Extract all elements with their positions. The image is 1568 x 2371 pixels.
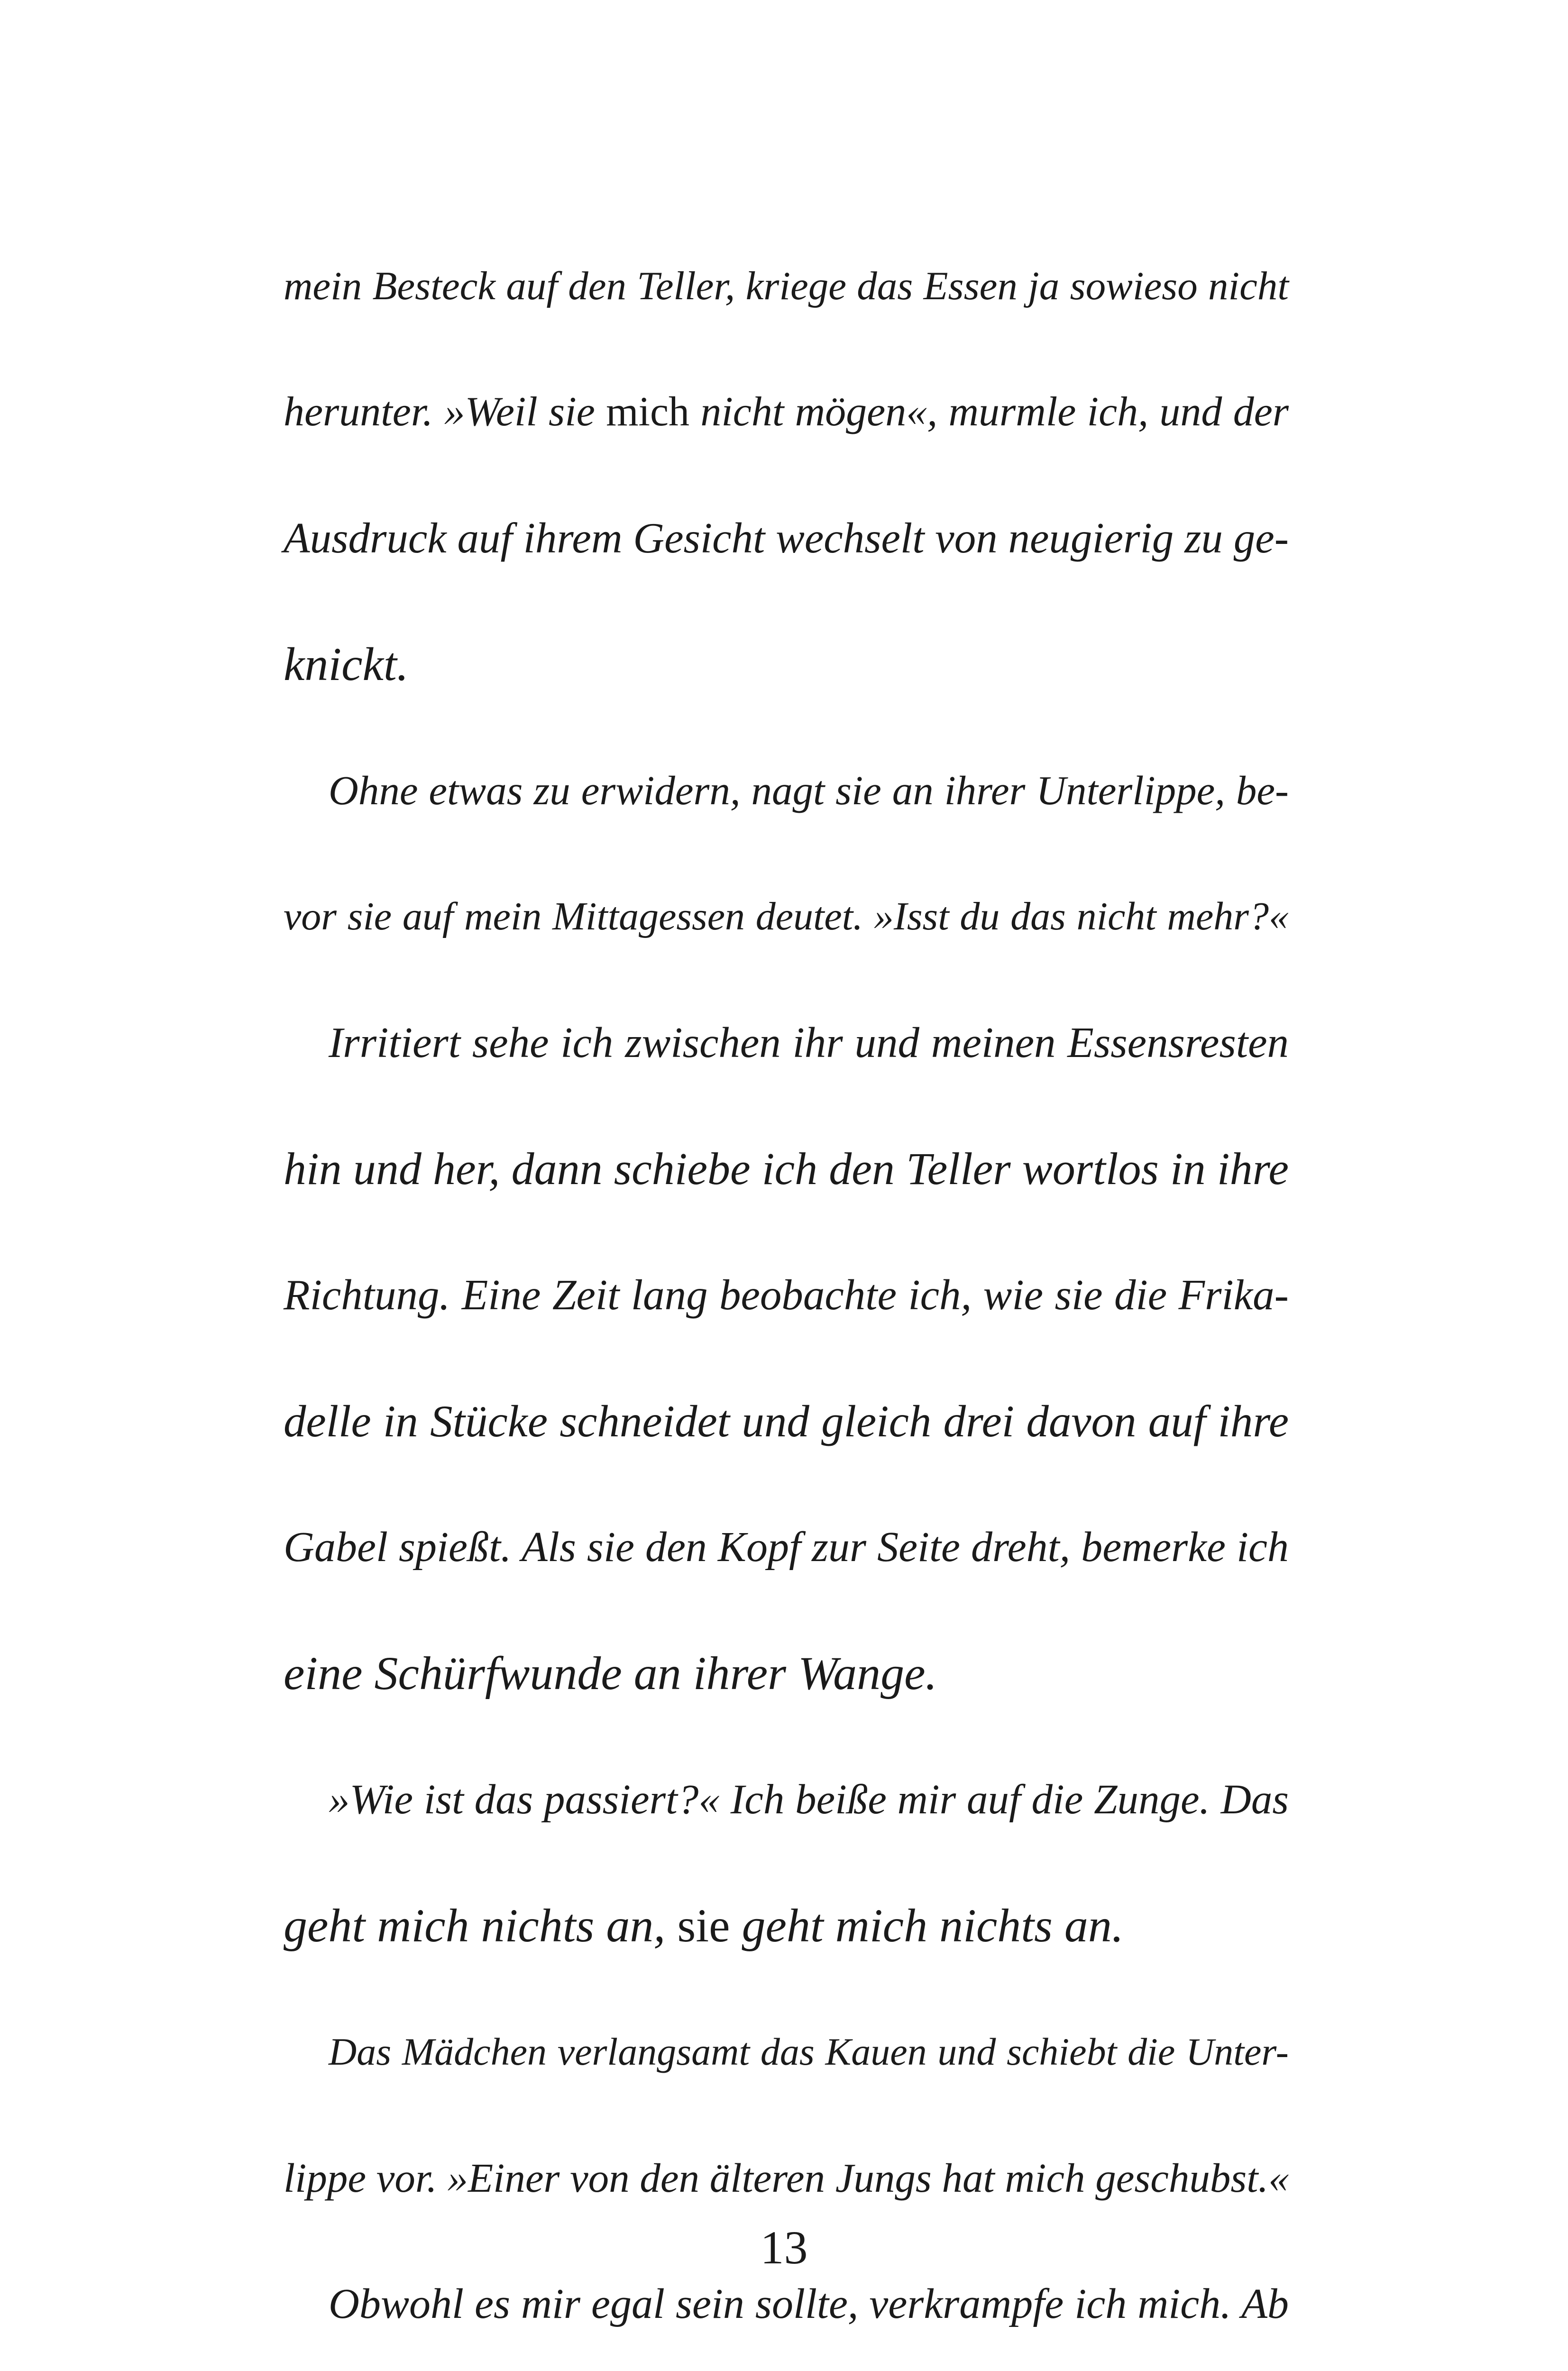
text-line	[284, 1484, 1289, 1610]
text-segment: Richtung. Eine Zeit lang beobachte ich, wie sie die Frika-	[284, 1271, 1289, 1319]
text-segment: geht mich nichts an,	[284, 1899, 678, 1952]
text-line	[284, 727, 1289, 854]
text-line	[284, 854, 1289, 980]
text-line	[284, 1232, 1289, 1358]
text-line	[284, 1610, 1289, 1737]
body-text	[284, 223, 1289, 2371]
text-segment: eine Schürfwunde an ihrer Wange.	[284, 1647, 937, 1700]
text-segment: geht mich nichts an.	[730, 1899, 1124, 1952]
text-segment: Ohne etwas zu erwidern, nagt sie an ihrer Unterlippe, be-	[329, 767, 1289, 813]
text-line	[284, 223, 1289, 349]
text-segment: mein Besteck auf den Teller, kriege das Essen ja sowieso nicht	[284, 264, 1289, 308]
text-line	[284, 1358, 1289, 1484]
text-segment: Gabel spießt. Als sie den Kopf zur Seite dreht, bemerke ich	[284, 1524, 1289, 1571]
text-segment: Das Mädchen verlangsamt das Kauen und schiebt die Unter-	[329, 2030, 1289, 2073]
text-segment: Ausdruck auf ihrem Gesicht wechselt von neugierig zu ge-	[284, 514, 1289, 562]
text-segment: Obwohl es mir egal sein sollte, verkrampfe ich mich. Ab	[329, 2280, 1289, 2327]
text-segment: vor sie auf mein Mittagessen deutet. »Isst du das nicht mehr?«	[284, 894, 1289, 938]
text-segment: delle in Stücke schneidet und gleich drei davon auf ihre	[284, 1396, 1289, 1446]
text-segment: Irritiert sehe ich zwischen ihr und meinen Essensresten	[329, 1019, 1289, 1066]
text-line	[284, 1106, 1289, 1232]
text-line	[284, 475, 1289, 601]
text-line	[284, 601, 1289, 727]
text-segment: lippe vor. »Einer von den älteren Jungs hat mich geschubst.«	[284, 2155, 1289, 2201]
text-segment: mich	[606, 389, 690, 435]
text-segment: sie	[677, 1899, 730, 1952]
text-segment: hin und her, dann schiebe ich den Teller wortlos in ihre	[284, 1143, 1289, 1194]
text-line	[284, 349, 1289, 475]
text-segment: knickt.	[284, 638, 409, 690]
page-number: 13	[760, 2221, 808, 2274]
text-segment: herunter. »Weil sie	[284, 389, 606, 435]
text-line	[284, 2367, 1289, 2371]
text-line	[284, 1863, 1289, 1989]
text-segment: »Wie ist das passiert?« Ich beiße mir auf die Zunge. Das	[329, 1776, 1289, 1823]
text-line	[284, 1737, 1289, 1863]
text-line	[284, 980, 1289, 1106]
text-segment: nicht mögen«, murmle ich, und der	[689, 389, 1289, 435]
text-line	[284, 1989, 1289, 2115]
